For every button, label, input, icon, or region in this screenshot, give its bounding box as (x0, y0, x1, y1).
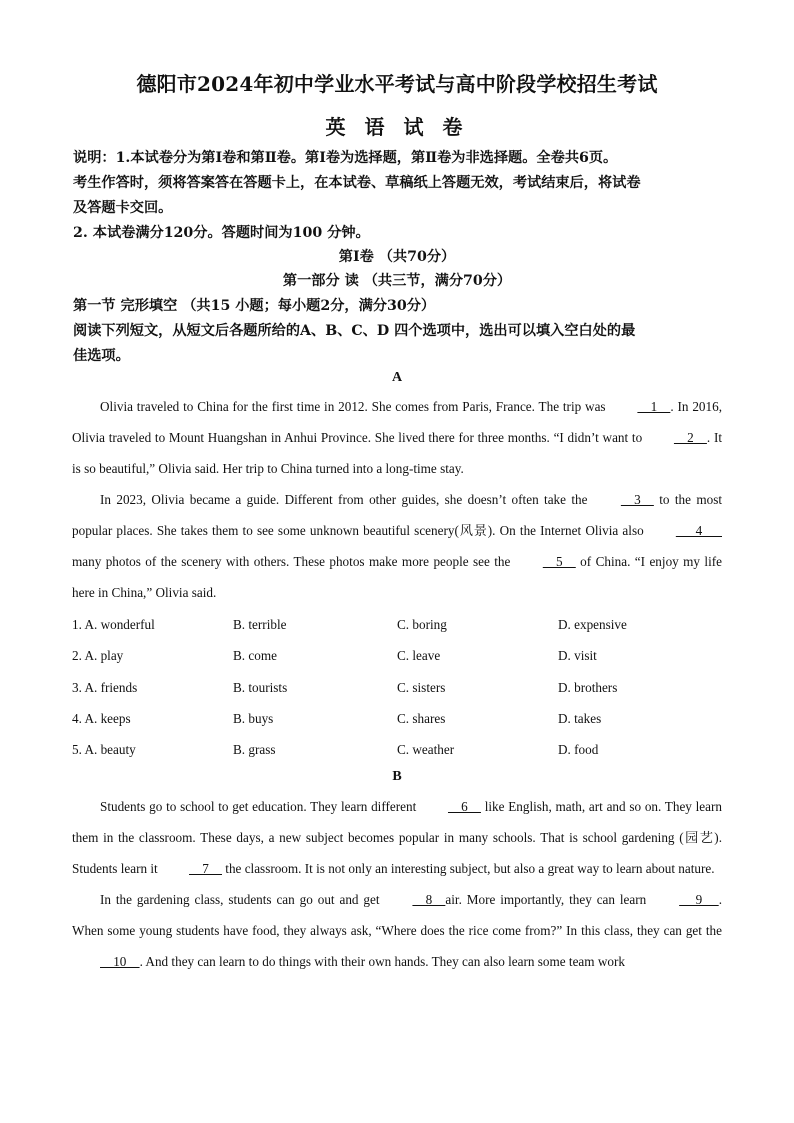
passage-text: Olivia traveled to China for the first time in 2012. She comes from Paris, France. The trip was (100, 399, 610, 414)
option-a: 1. A. wonderful (72, 617, 155, 632)
directions-line-1: 阅读下列短文，从短文后各题所给的A、B、C、D 四个选项中，选出可以填入空白处的最 (73, 323, 636, 339)
passage-a-label: A (391, 370, 403, 385)
option-d: D. takes (558, 710, 602, 726)
blank-2: 2 (673, 430, 707, 445)
question-row (72, 711, 722, 742)
passage-text: In 2023, Olivia became a guide. Different from other guides, she doesn’t often take the (100, 492, 593, 507)
passage-a (72, 391, 722, 608)
blank-5: 5 (542, 554, 576, 569)
exam-title: 德阳市2024年初中学业水平考试与高中阶段学校招生考试 (136, 72, 658, 96)
passage-text: many photos of the scenery with others. These photos make more people see the (72, 554, 515, 569)
option-c: C. shares (397, 710, 446, 726)
passage-b-paragraph-1 (72, 791, 722, 884)
passage-b-label: B (392, 769, 402, 784)
passage-text: . It is so beautiful,” Olivia said. Her trip to China turned into a long-time stay. (72, 430, 722, 476)
option-c: C. leave (397, 648, 441, 664)
question-options-a (72, 617, 722, 773)
passage-text: to the most popular places. She takes them to see some unknown beautiful scenery(风景). On the Internet Olivia also (72, 492, 722, 538)
option-b: B. come (233, 648, 277, 664)
option-a: 2. A. play (72, 648, 124, 664)
option-c: C. boring (397, 617, 447, 632)
passage-b (72, 791, 722, 977)
question-row (72, 680, 722, 711)
passage-text: like English, math, art and so on. They learn them in the classroom. These days, a new subject becomes popular in many schools. That is school gardening (园艺). Students learn it (72, 799, 722, 876)
passage-text: In the gardening class, students can go out and get (100, 892, 385, 907)
option-b: B. tourists (233, 679, 288, 695)
question-row (72, 617, 722, 648)
passage-text: air. More importantly, they can learn (445, 892, 652, 907)
instruction-line-4: 2. 本试卷满分120分。答题时间为100 分钟。 (73, 225, 370, 241)
instruction-line-2: 考生作答时，须将答案答在答题卡上，在本试卷、草稿纸上答题无效，考试结束后，将试卷 (73, 175, 641, 191)
option-b: B. grass (233, 742, 276, 758)
part-heading: 第Ⅰ卷 （共70分） (338, 249, 456, 265)
blank-6: 6 (447, 799, 481, 814)
option-c: C. weather (397, 742, 455, 758)
blank-3: 3 (620, 492, 654, 507)
question-row (72, 648, 722, 679)
blank-9: 9 (679, 892, 719, 907)
blank-7: 7 (189, 861, 222, 876)
instruction-line-1: 说明：1.本试卷分为第Ⅰ卷和第Ⅱ卷。第Ⅰ卷为选择题，第Ⅱ卷为非选择题。全卷共6页。 (73, 150, 618, 166)
option-c: C. sisters (397, 679, 446, 695)
option-d: D. food (558, 742, 599, 758)
option-b: B. terrible (233, 617, 287, 632)
option-a: 4. A. keeps (72, 710, 131, 726)
passage-text: the classroom. It is not only an interesting subject, but also a great way to learn about nature. (221, 861, 715, 876)
blank-10: 10 (100, 954, 140, 969)
passage-a-paragraph-2 (72, 484, 722, 608)
option-d: D. expensive (558, 617, 627, 632)
passage-text: . And they can learn to do things with their own hands. They can also learn some team work (139, 954, 625, 969)
option-d: D. brothers (558, 679, 618, 695)
instruction-line-3: 及答题卡交回。 (73, 200, 173, 216)
blank-1: 1 (637, 399, 671, 414)
option-d: D. visit (558, 648, 597, 664)
passage-b-paragraph-2 (72, 884, 722, 977)
passage-text: of China. “I enjoy my life here in China,” Olivia said. (72, 554, 723, 600)
directions-line-2: 佳选项。 (73, 348, 130, 364)
option-a: 3. A. friends (72, 679, 138, 695)
passage-text: . In 2016, Olivia traveled to Mount Huangshan in Anhui Province. She lived there for three months. “I didn’t want to (72, 399, 722, 445)
option-b: B. buys (233, 710, 274, 726)
blank-4: 4 (675, 523, 722, 538)
option-a: 5. A. beauty (72, 742, 136, 758)
blank-8: 8 (412, 892, 446, 907)
passage-text: . When some young students have food, they always ask, “Where does the rice come from?” In this class, they can get the (72, 892, 722, 938)
section-heading: 第一部分 读 （共三节，满分70分） (282, 273, 512, 289)
passage-a-paragraph-1 (72, 391, 722, 484)
passage-text: Students go to school to get education. They learn different (100, 799, 420, 814)
subsection-heading: 第一节 完形填空 （共15 小题；每小题2分，满分30分） (73, 298, 436, 314)
exam-subtitle: 英 语 试 卷 (325, 115, 469, 139)
